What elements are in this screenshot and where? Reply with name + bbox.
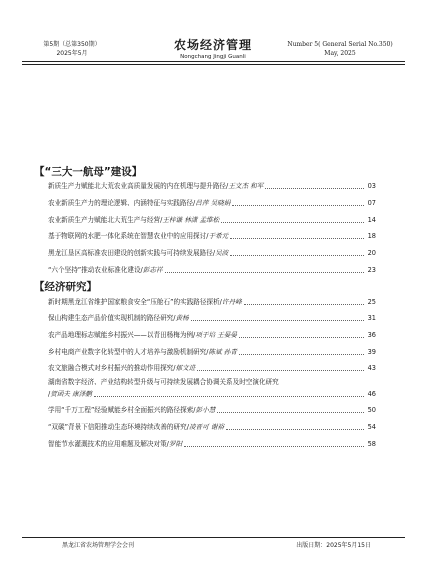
toc-entry-title: 基于物联网的水肥一体化系统在智慧农业中的应用探讨/	[48, 232, 209, 240]
toc-entry-title: 新时期黑龙江省维护国家粮食安全“压舱石”的实践路径探析/	[48, 298, 222, 306]
footer-publisher: 黑龙江省农场管理学会会刊	[62, 542, 135, 549]
toc-entry-author: 彭志祥	[142, 266, 163, 274]
toc-entry-author: 王文杰 和军	[228, 182, 264, 190]
toc-entry-author: 郁文进	[175, 364, 196, 372]
toc-entry-page: 20	[367, 249, 376, 257]
toc-entry-page: 31	[367, 314, 376, 322]
toc-leader-dots	[230, 255, 364, 256]
toc-leader-dots	[217, 412, 364, 413]
toc-leader-dots	[239, 337, 364, 338]
journal-title-pinyin: Nongchang Jingji Guanli	[180, 54, 246, 60]
toc-entry[interactable]	[48, 199, 376, 208]
toc-entry-title: “双碳”背景下信阳推动生态环境持续改善的研究/	[48, 423, 189, 431]
toc-leader-dots	[265, 188, 364, 189]
toc-leader-dots	[221, 222, 364, 223]
issue-number-en: Number 5( General Serial No.350)	[287, 41, 393, 48]
toc-entry-title: 新质生产力赋能北大荒农业高质量发展的内在机理与提升路径/	[48, 182, 229, 190]
footer-publication-date: 出版日期：2025年5月15日	[296, 542, 371, 549]
toc-leader-dots	[226, 429, 364, 430]
toc-leader-dots	[230, 238, 364, 239]
toc-entry-page: 23	[367, 266, 376, 274]
toc-leader-dots	[94, 396, 364, 397]
toc-entry[interactable]	[48, 216, 376, 225]
toc-entry-page: 46	[367, 390, 376, 398]
toc-entry-author: 彭小慧	[195, 406, 216, 414]
header-rule-thin	[22, 64, 405, 65]
toc-entry[interactable]	[48, 298, 376, 307]
toc-entry-author: 于希元	[208, 232, 229, 240]
section-title: 【“三大一航母”建设】	[34, 166, 143, 178]
toc-entry[interactable]	[48, 348, 376, 357]
toc-leader-dots	[197, 370, 364, 371]
toc-entry-title: 学用“千万工程”经验赋能乡村全面振兴的路径探索/	[48, 406, 196, 414]
toc-entry-author: 许丹峰	[221, 298, 242, 306]
toc-entry-title: 保山构建生态产品价值实现机制的路径研究/	[48, 314, 176, 322]
toc-leader-dots	[191, 320, 364, 321]
toc-entry-author: 贺函夫 康泽鹏	[50, 390, 92, 398]
toc-entry-author: 陈斌 孙青	[208, 348, 237, 356]
toc-entry[interactable]	[48, 232, 376, 241]
toc-entry[interactable]	[48, 314, 376, 323]
toc-entry-page: 39	[367, 348, 376, 356]
toc-entry-title: “六个坚持”推动农业标准化建设/	[48, 266, 143, 274]
toc-leader-dots	[232, 205, 364, 206]
toc-entry-author: 凌晋可 谢裕	[188, 423, 225, 431]
header-issue-cn	[22, 40, 122, 58]
toc-entry-page: 43	[367, 364, 376, 372]
toc-entry-title: 农业新质生产力赋能北大荒生产与经营/	[48, 216, 163, 224]
toc-entry-title: 黑龙江垦区高标准农田建设的创新实践与可持续发展路径/	[48, 249, 216, 257]
journal-masthead	[138, 38, 288, 61]
header-rule-thick	[22, 61, 405, 62]
toc-entry-title-cont: /	[48, 390, 51, 398]
toc-entry-author: 黄杨	[175, 314, 189, 322]
toc-entry-title: 湖南省数字经济、产业结构转型升级与可持续发展耦合协调关系及时空演化研究	[48, 378, 279, 386]
toc-entry-author: 吕萍 吴晓娟	[195, 199, 231, 207]
toc-entry-page: 14	[367, 216, 376, 224]
footer-rule	[22, 537, 405, 538]
toc-entry-author: 王梓谦 林潇 孟维松	[162, 216, 220, 224]
issue-date-cn: 2025年5月	[56, 50, 88, 57]
toc-entry[interactable]	[48, 331, 376, 340]
toc-entry[interactable]	[48, 249, 376, 258]
toc-entry-page: 54	[367, 423, 376, 431]
toc-entry-author: 吴波	[215, 249, 229, 257]
section-title: 【经济研究】	[34, 281, 97, 293]
toc-entry-page: 18	[367, 232, 376, 240]
issue-date-en: May, 2025	[324, 50, 356, 57]
toc-entry[interactable]	[48, 182, 376, 191]
toc-entry-multiline[interactable]	[48, 378, 376, 387]
toc-entry-page: 36	[367, 331, 376, 339]
toc-entry-title: 农产品地理标志赋能乡村振兴——以青田杨梅为例/	[48, 331, 196, 339]
toc-entry-title: 乡村电商产业数字化转型中的人才培养与激励机制研究/	[48, 348, 209, 356]
toc-leader-dots	[165, 272, 364, 273]
toc-entry[interactable]	[48, 406, 376, 415]
toc-leader-dots	[239, 354, 364, 355]
toc-entry-page: 03	[367, 182, 376, 190]
toc-entry-title: 农文旅融合模式对乡村振兴的推动作用探究/	[48, 364, 176, 372]
toc-entry-continued[interactable]	[48, 390, 376, 399]
toc-entry[interactable]	[48, 266, 376, 275]
toc-entry[interactable]	[48, 423, 376, 432]
toc-leader-dots	[244, 304, 364, 305]
toc-entry-title: 农业新质生产力的理论逻辑、内涵特征与实践路径/	[48, 199, 196, 207]
toc-entry-page: 50	[367, 406, 376, 414]
journal-title: 农场经济管理	[173, 38, 252, 52]
toc-entry-page: 25	[367, 298, 376, 306]
toc-entry[interactable]	[48, 440, 376, 449]
toc-entry[interactable]	[48, 364, 376, 373]
toc-entry-title: 智能节水灌溉技术的应用难题及解决对策/	[48, 440, 169, 448]
toc-entry-page: 58	[367, 440, 376, 448]
toc-entry-author: 项于培 王晏晏	[195, 331, 237, 339]
toc-entry-author: 罗阳	[168, 440, 183, 448]
issue-number-cn: 第5期（总第350期）	[43, 41, 101, 48]
header-issue-en	[275, 40, 405, 58]
toc-leader-dots	[184, 446, 364, 447]
toc-entry-page: 07	[367, 199, 376, 207]
